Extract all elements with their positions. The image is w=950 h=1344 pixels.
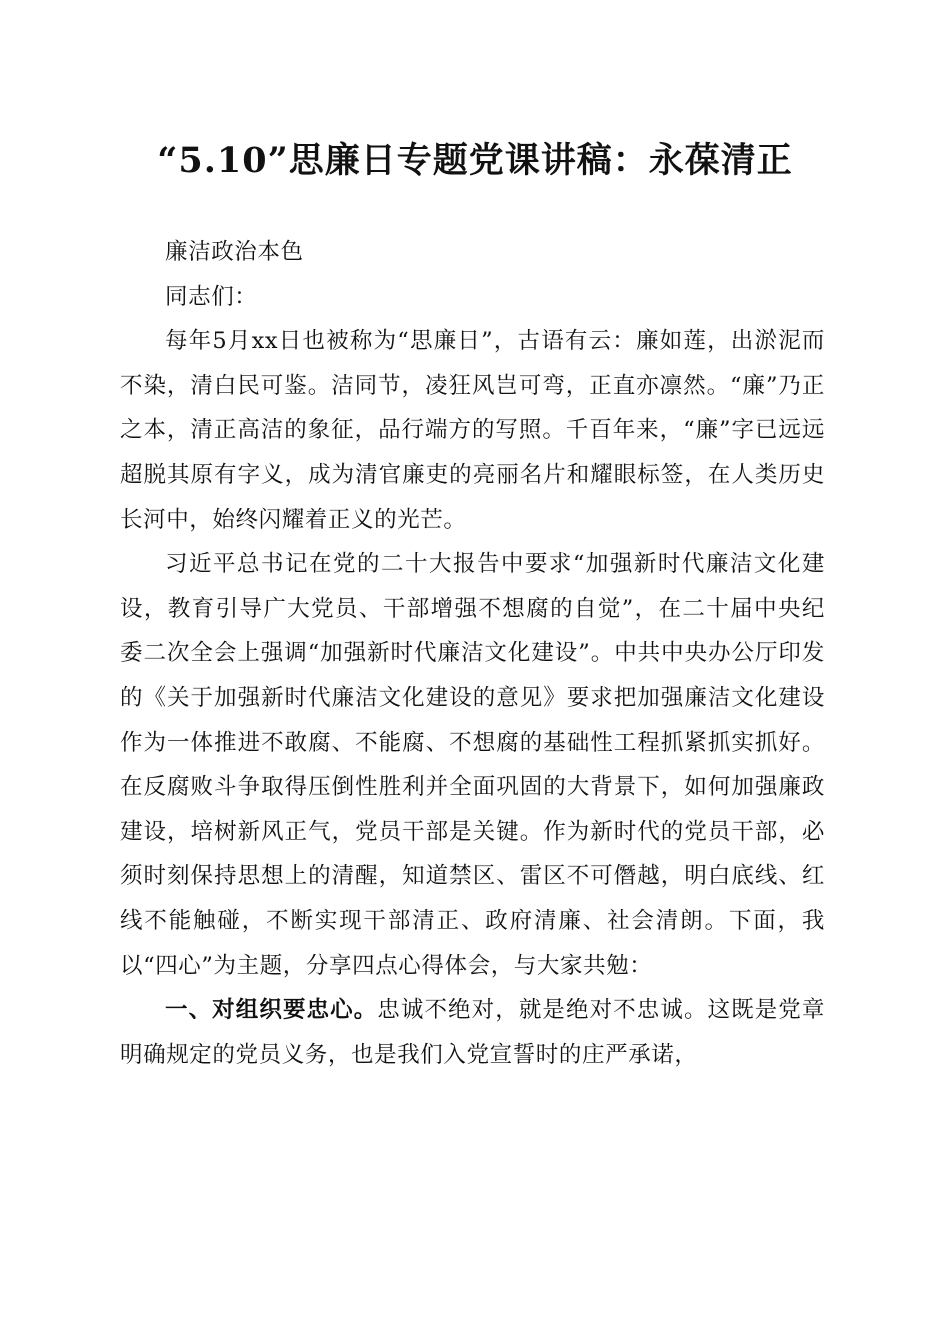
section-one-heading: 一、对组织要忠心。 <box>165 997 378 1024</box>
section-one-paragraph <box>120 988 825 1077</box>
paragraph-context: 习近平总书记在党的二十大报告中要求“加强新时代廉洁文化建设，教育引导广大党员、干部增强不想腐的自觉”，在二十届中央纪委二次全会上强调“加强新时代廉洁文化建设”。中共中央办公厅印发的《关于加强新时代廉洁文化建设的意见》要求把加强廉洁文化建设作为一体推进不敢腐、不能腐、不想腐的基础性工程抓紧抓实抓好。在反腐败斗争取得压倒性胜利并全面巩固的大背景下，如何加强廉政建设，培树新风正气，党员干部是关键。作为新时代的党员干部，必须时刻保持思想上的清醒，知道禁区、雷区不可僭越，明白底线、红线不能触碰，不断实现干部清正、政府清廉、社会清朗。下面，我以“四心”为主题，分享四点心得体会，与大家共勉： <box>120 551 825 979</box>
document-body <box>120 230 825 1077</box>
subtitle-line: 廉洁政治本色 <box>165 239 304 265</box>
salutation: 同志们： <box>165 283 258 310</box>
document-title: “5.10”思廉日专题党课讲稿：永葆清正 <box>157 140 793 181</box>
section-one-text: 忠诚不绝对，就是绝对不忠诚。这既是党章明确规定的党员义务，也是我们入党宣誓时的庄严承诺， <box>120 997 825 1068</box>
paragraph-intro: 每年5月xx日也被称为“思廉日”，古语有云：廉如莲，出淤泥而不染，清白民可鉴。洁同节，凌狂风岂可弯，正直亦凛然。“廉”乃正之本，清正高洁的象征，品行端方的写照。千百年来，“廉”字已远远超脱其原有字义，成为清官廉吏的亮丽名片和耀眼标签，在人类历史长河中，始终闪耀着正义的光芒。 <box>120 328 825 533</box>
